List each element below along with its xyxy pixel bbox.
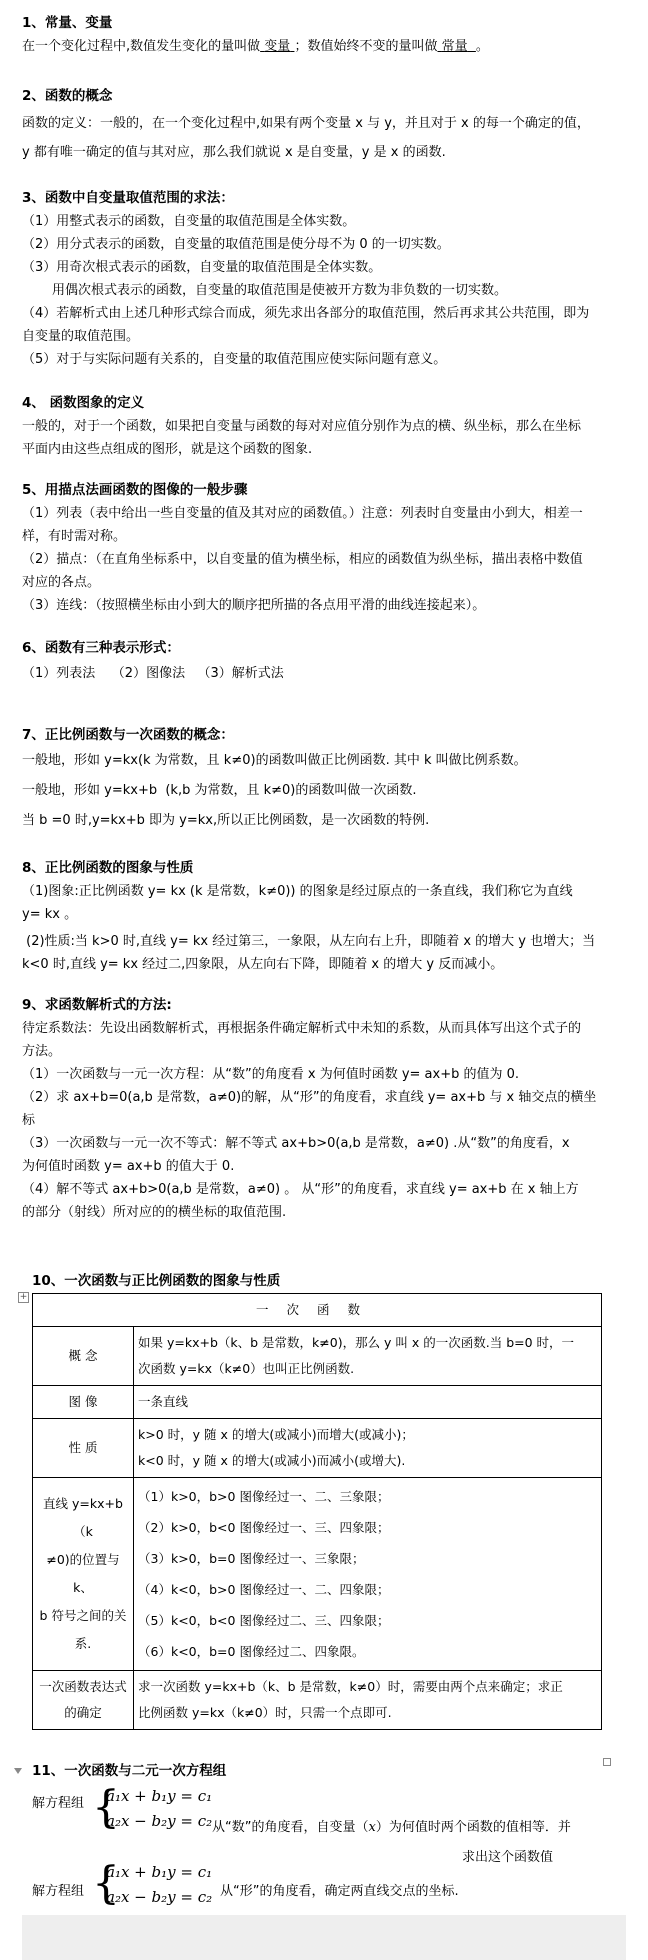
list-item: （4）k<0，b>0 图像经过一、二、四象限；: [138, 1582, 390, 1597]
list-item: （6）k<0，b=0 图像经过二、四象限。: [138, 1644, 365, 1659]
s3-line-4: 用偶次根式表示的函数，自变量的取值范围是使被开方数为非负数的一切实数。: [52, 283, 508, 298]
s9-line-4: （2）求 ax+b=0(a,b 是常数，a≠0)的解，从“形”的角度看，求直线 y= ax+b 与 x 轴交点的横坐: [22, 1090, 597, 1105]
section-6-title: 6、函数有三种表示形式：: [22, 640, 180, 656]
section-2: [22, 85, 626, 164]
row-content-expression: [134, 1671, 602, 1730]
expression-label-line-1: 一次函数表达式: [39, 1679, 127, 1694]
s11-text-1b: ）为何值时两个函数的值相等．并: [375, 1820, 571, 1835]
solve-label-1: 解方程组: [32, 1796, 85, 1811]
left-brace-icon: {: [92, 1782, 120, 1833]
list-item: （3）k>0，b=0 图像经过一、三象限；: [138, 1551, 365, 1566]
section-4: [22, 392, 626, 461]
section-1-text: [22, 35, 626, 58]
s9-line-6: （3）一次函数与一元一次不等式：解不等式 ax+b>0(a,b 是常数，a≠0) .从“数”的角度看，x: [22, 1136, 570, 1151]
position-label-line-1: 直线 y=kx+b（k: [43, 1496, 123, 1539]
s9-line-9: 的部分（射线）所对应的的横坐标的取值范围.: [22, 1205, 287, 1220]
table-row: [33, 1478, 602, 1671]
s11-text-2: 从“形”的角度看，确定两直线交点的坐标.: [220, 1884, 459, 1899]
row-label-position: [33, 1478, 134, 1671]
collapse-triangle-icon[interactable]: [14, 1768, 22, 1774]
s11-text-1a: 从“数”的角度看，自变量（: [212, 1820, 369, 1835]
s3-line-5: （4）若解析式由上述几种形式综合而成，须先求出各部分的取值范围，然后再求其公共范围，即为: [22, 306, 590, 321]
list-item: （2）k>0，b<0 图像经过一、三、四象限；: [138, 1520, 390, 1535]
equation-1b: a₂x − b₂y = c₂: [106, 1812, 213, 1830]
s1-variable-answer: 变量: [264, 39, 291, 54]
s1-text-e: 。: [475, 39, 489, 54]
s4-line-2: 平面内由这些点组成的图形，就是这个函数的图象.: [22, 442, 313, 457]
equation-2b: a₂x − b₂y = c₂: [106, 1888, 213, 1906]
s11-text-1c: 求出这个函数值: [462, 1850, 554, 1865]
section-8-title: 8、正比例函数的图象与性质: [22, 860, 194, 876]
linear-function-table: [32, 1293, 602, 1730]
section-10-title: 10、一次函数与正比例函数的图象与性质: [32, 1273, 281, 1289]
section-1: [22, 12, 626, 58]
list-item: （5）k<0，b<0 图像经过二、三、四象限；: [138, 1613, 390, 1628]
expression-line-1: 求一次函数 y=kx+b（k、b 是常数，k≠0）时，需要由两个点来确定；求正: [138, 1679, 563, 1694]
s1-text-a: 在一个变化过程中,数值发生变化的量叫做: [22, 39, 261, 54]
s8-line-3: (2)性质:当 k>0 时,直线 y= kx 经过第三，一象限，从左向右上升，即随着 x 的增大 y 也增大；当: [22, 934, 596, 949]
s5-line-2: 样，有时需对称。: [22, 529, 127, 544]
s1-constant-answer: 常量: [441, 39, 468, 54]
table-row: [33, 1327, 602, 1386]
equation-1a: a₁x + b₁y = c₁: [106, 1787, 213, 1805]
table-row: [33, 1294, 602, 1327]
s11-text-1-var: x: [368, 1820, 376, 1835]
left-brace-icon: {: [92, 1858, 120, 1909]
s2-line-2: y 都有唯一确定的值与其对应，那么我们就说 x 是自变量，y 是 x 的函数.: [22, 145, 446, 160]
section-7: [22, 724, 626, 832]
s7-line-1: 一般地，形如 y=kx(k 为常数，且 k≠0)的函数叫做正比例函数. 其中 k 叫做比例系数。: [22, 753, 527, 768]
properties-line-1: k>0 时，y 随 x 的增大(或减小)而增大(或减小)；: [138, 1427, 414, 1442]
section-5: [22, 479, 626, 617]
s7-line-2: 一般地，形如 y=kx+b (k,b 为常数，且 k≠0)的函数叫做一次函数.: [22, 783, 417, 798]
section-9-title: 9、求函数解析式的方法:: [22, 997, 172, 1013]
s2-line-1: 函数的定义：一般的，在一个变化过程中,如果有两个变量 x 与 y，并且对于 x 的每一个确定的值，: [22, 116, 590, 131]
row-label-graph: 图 像: [33, 1386, 134, 1419]
section-6: [22, 637, 626, 685]
s11-text-1: [212, 1816, 571, 1835]
section-3: [22, 187, 626, 371]
concept-line-1: 如果 y=kx+b（k、b 是常数，k≠0)，那么 y 叫 x 的一次函数.当 b=0 时，一: [138, 1335, 575, 1350]
concept-line-2: 次函数 y=kx（k≠0）也叫正比例函数.: [138, 1361, 355, 1376]
s5-line-4: 对应的各点。: [22, 575, 101, 590]
section-10: [32, 1270, 636, 1293]
expression-label-line-2: 的确定: [64, 1705, 102, 1720]
position-label-line-4: 系.: [74, 1636, 92, 1651]
s3-line-2: （2）用分式表示的函数，自变量的取值范围是使分母不为 0 的一切实数。: [22, 237, 450, 252]
s1-text-c: ；数值始终不变的量叫做: [294, 39, 438, 54]
position-label-line-2: ≠0)的位置与 k、: [46, 1552, 120, 1595]
table-header: 一次函数: [33, 1294, 602, 1327]
s8-line-1: （1)图象:正比例函数 y= kx (k 是常数，k≠0)) 的图象是经过原点的一条直线，我们称它为直线: [22, 884, 573, 899]
section-8: [22, 857, 626, 976]
s1-blank-variable: [260, 39, 294, 54]
s3-line-6: 自变量的取值范围。: [22, 329, 140, 344]
list-item: （1）k>0，b>0 图像经过一、二、三象限；: [138, 1489, 390, 1504]
s8-line-4: k<0 时,直线 y= kx 经过二,四象限，从左向右下降，即随着 x 的增大 y 反而减小。: [22, 957, 504, 972]
row-label-properties: 性 质: [33, 1419, 134, 1478]
row-content-graph: 一条直线: [134, 1386, 602, 1419]
s1-blank-constant: [437, 39, 475, 54]
s6-line-1: （1）列表法 （2）图像法 （3）解析式法: [22, 666, 284, 681]
row-label-expression: [33, 1671, 134, 1730]
s4-line-1: 一般的，对于一个函数，如果把自变量与函数的每对对应值分别作为点的横、纵坐标，那么在坐标: [22, 419, 582, 434]
section-1-title: 1、常量、变量: [22, 15, 113, 31]
section-3-title: 3、函数中自变量取值范围的求法：: [22, 190, 234, 206]
section-4-title: 4、 函数图象的定义: [22, 395, 145, 411]
s7-line-3: 当 b =0 时,y=kx+b 即为 y=kx,所以正比例函数，是一次函数的特例.: [22, 813, 430, 828]
s5-line-1: （1）列表（表中给出一些自变量的值及其对应的函数值。）注意：列表时自变量由小到大，相差一: [22, 506, 583, 521]
footer-gray-box: [22, 1915, 626, 1960]
table-move-handle-icon[interactable]: +: [19, 1292, 28, 1302]
section-9: [22, 994, 626, 1224]
s9-line-7: 为何值时函数 y= ax+b 的值大于 0.: [22, 1159, 235, 1174]
s3-line-3: （3）用奇次根式表示的函数，自变量的取值范围是全体实数。: [22, 260, 382, 275]
s9-line-2: 方法。: [22, 1044, 62, 1059]
section-11-title: 11、一次函数与二元一次方程组: [32, 1763, 227, 1779]
section-2-title: 2、函数的概念: [22, 88, 113, 104]
section-7-title: 7、正比例函数与一次函数的概念：: [22, 727, 234, 743]
s3-line-7: （5）对于与实际问题有关系的，自变量的取值范围应使实际问题有意义。: [22, 352, 447, 367]
row-label-concept: 概 念: [33, 1327, 134, 1386]
s9-line-3: （1）一次函数与一元一次方程：从“数”的角度看 x 为何值时函数 y= ax+b 的值为 0.: [22, 1067, 520, 1082]
row-content-position: [134, 1478, 602, 1671]
expression-line-2: 比例函数 y=kx（k≠0）时，只需一个点即可.: [138, 1705, 392, 1720]
row-content-concept: [134, 1327, 602, 1386]
solve-label-2: 解方程组: [32, 1884, 85, 1899]
s9-line-5: 标: [22, 1113, 36, 1128]
s9-line-8: （4）解不等式 ax+b>0(a,b 是常数，a≠0) 。 从“形”的角度看，求直线 y= ax+b 在 x 轴上方: [22, 1182, 579, 1197]
s5-line-3: （2）描点：（在直角坐标系中，以自变量的值为横坐标，相应的函数值为纵坐标，描出表格中数值: [22, 552, 583, 567]
row-content-properties: [134, 1419, 602, 1478]
table-row: [33, 1386, 602, 1419]
section-5-title: 5、用描点法画函数的图像的一般步骤: [22, 482, 248, 498]
properties-line-2: k<0 时，y 随 x 的增大(或减小)而减小(或增大).: [138, 1453, 406, 1468]
table-row: [33, 1419, 602, 1478]
s9-line-1: 待定系数法：先设出函数解析式，再根据条件确定解析式中未知的系数，从而具体写出这个式子的: [22, 1021, 582, 1036]
s8-line-2: y= kx 。: [22, 907, 78, 922]
section-11: [32, 1760, 636, 1783]
s3-line-1: （1）用整式表示的函数，自变量的取值范围是全体实数。: [22, 214, 356, 229]
s5-line-5: （3）连线：（按照横坐标由小到大的顺序把所描的各点用平滑的曲线连接起来）。: [22, 598, 486, 613]
equation-2a: a₁x + b₁y = c₁: [106, 1863, 213, 1881]
table-row: [33, 1671, 602, 1730]
position-label-line-3: b 符号之间的关: [39, 1608, 127, 1623]
